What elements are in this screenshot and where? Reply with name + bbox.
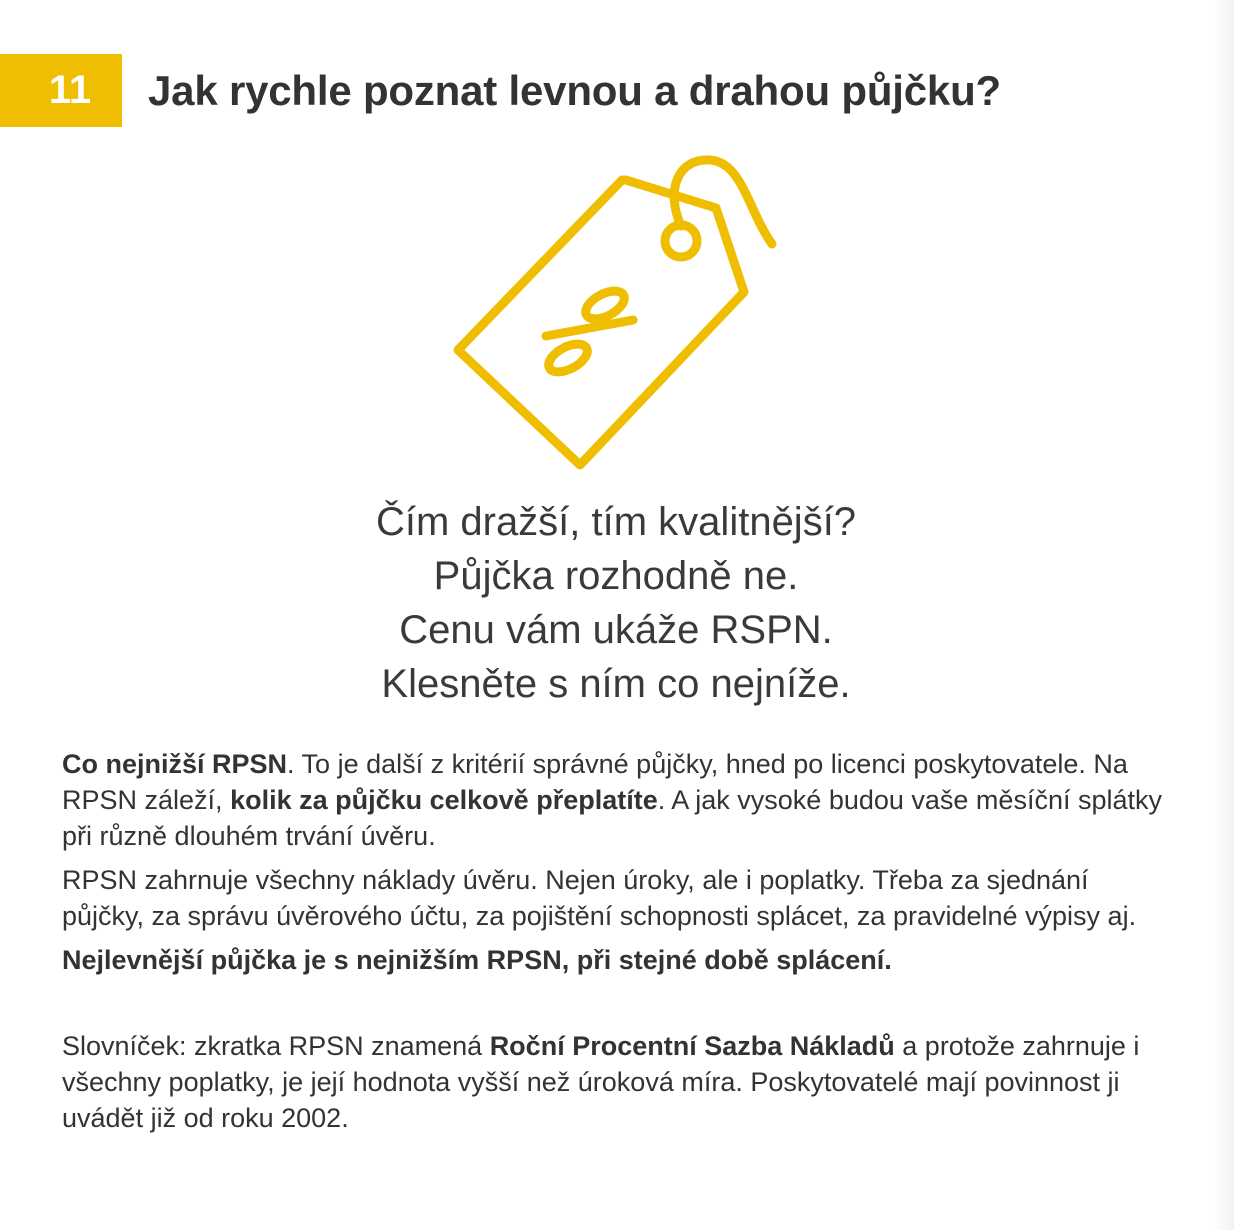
paragraph-rpsn-costs: RPSN zahrnuje všechny náklady úvěru. Nejen úroky, ale i poplatky. Třeba za sjednání půjčky, za správu úvěrového účtu, za pojištění schopnosti splácet, za pravidelné výpisy aj. xyxy=(62,865,1137,931)
chapter-number-badge: 11 xyxy=(0,54,122,127)
tagline-line-3: Cenu vám ukáže RSPN. xyxy=(399,608,833,652)
tagline-line-4: Klesněte s ním co nejníže. xyxy=(381,662,851,706)
paragraph-cheapest-loan: Nejlevnější půjčka je s nejnižším RPSN, při stejné době splácení. xyxy=(62,945,892,975)
bold-lead: Co nejnižší RPSN xyxy=(62,749,288,779)
price-tag-percent-icon xyxy=(430,140,810,490)
tagline-line-2: Půjčka rozhodně ne. xyxy=(433,554,799,598)
body-text xyxy=(62,746,1162,1144)
page-title: Jak rychle poznat levnou a drahou půjčku? xyxy=(148,66,1001,114)
glossary-note: Slovníček: zkratka RPSN znamená Roční Procentní Sazba Nákladů a protože zahrnuje i všechny poplatky, je její hodnota vyšší než úroková míra. Poskytovatelé mají povinnost ji uvádět již od roku 2002. xyxy=(62,1031,1140,1133)
chapter-header xyxy=(0,54,1001,127)
glossary-term: Roční Procentní Sazba Nákladů xyxy=(489,1031,895,1061)
bold-highlight: kolik za půjčku celkově přeplatíte xyxy=(230,785,658,815)
paragraph-rpsn-criteria: Co nejnižší RPSN. To je další z kritérií správné půjčky, hned po licenci poskytovatele. Na RPSN záleží, kolik za půjčku celkově přeplatíte. A jak vysoké budou vaše měsíční splátky při různě dlouhém trvání úvěru. xyxy=(62,749,1162,851)
tagline xyxy=(0,495,1232,711)
tagline-line-1: Čím dražší, tím kvalitnější? xyxy=(375,500,857,544)
